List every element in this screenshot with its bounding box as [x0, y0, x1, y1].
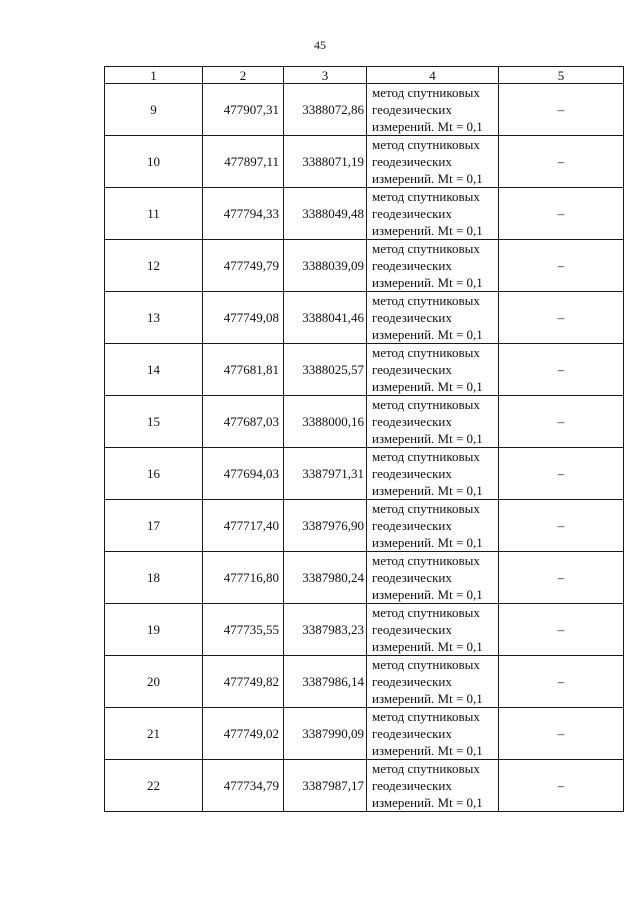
table-row	[105, 84, 624, 136]
method-line: метод спутниковых	[372, 137, 480, 152]
method-line: измерений. Mt = 0,1	[372, 691, 483, 706]
method-cell	[367, 760, 499, 812]
method-cell	[367, 84, 499, 136]
y-coordinate-cell: 3388072,86	[284, 84, 367, 136]
method-line: геодезических	[372, 778, 452, 793]
method-cell	[367, 656, 499, 708]
method-line: геодезических	[372, 466, 452, 481]
table-row	[105, 448, 624, 500]
table-row	[105, 188, 624, 240]
note-cell: –	[499, 656, 624, 708]
point-number-cell: 17	[105, 500, 203, 552]
point-number-cell: 18	[105, 552, 203, 604]
method-cell	[367, 500, 499, 552]
point-number-cell: 11	[105, 188, 203, 240]
x-coordinate-cell: 477735,55	[203, 604, 284, 656]
point-number-cell: 19	[105, 604, 203, 656]
method-line: геодезических	[372, 362, 452, 377]
method-line: измерений. Mt = 0,1	[372, 171, 483, 186]
method-line: метод спутниковых	[372, 397, 480, 412]
method-line: метод спутниковых	[372, 449, 480, 464]
y-coordinate-cell: 3387983,23	[284, 604, 367, 656]
y-coordinate-cell: 3388039,09	[284, 240, 367, 292]
method-line: измерений. Mt = 0,1	[372, 431, 483, 446]
table-row	[105, 292, 624, 344]
x-coordinate-cell: 477749,79	[203, 240, 284, 292]
x-coordinate-cell: 477694,03	[203, 448, 284, 500]
x-coordinate-cell: 477717,40	[203, 500, 284, 552]
method-line: измерений. Mt = 0,1	[372, 795, 483, 810]
table-row	[105, 708, 624, 760]
table-row	[105, 240, 624, 292]
point-number-cell: 15	[105, 396, 203, 448]
note-cell: –	[499, 708, 624, 760]
table-row	[105, 344, 624, 396]
method-cell	[367, 604, 499, 656]
y-coordinate-cell: 3388071,19	[284, 136, 367, 188]
note-cell: –	[499, 448, 624, 500]
point-number-cell: 16	[105, 448, 203, 500]
x-coordinate-cell: 477907,31	[203, 84, 284, 136]
y-coordinate-cell: 3387987,17	[284, 760, 367, 812]
method-cell	[367, 344, 499, 396]
y-coordinate-cell: 3387976,90	[284, 500, 367, 552]
method-line: измерений. Mt = 0,1	[372, 223, 483, 238]
method-cell	[367, 136, 499, 188]
method-line: метод спутниковых	[372, 553, 480, 568]
method-line: измерений. Mt = 0,1	[372, 483, 483, 498]
method-line: измерений. Mt = 0,1	[372, 535, 483, 550]
x-coordinate-cell: 477794,33	[203, 188, 284, 240]
method-line: измерений. Mt = 0,1	[372, 743, 483, 758]
method-line: измерений. Mt = 0,1	[372, 587, 483, 602]
x-coordinate-cell: 477897,11	[203, 136, 284, 188]
note-cell: –	[499, 500, 624, 552]
point-number-cell: 13	[105, 292, 203, 344]
method-cell	[367, 188, 499, 240]
method-line: геодезических	[372, 726, 452, 741]
method-line: метод спутниковых	[372, 85, 480, 100]
note-cell: –	[499, 188, 624, 240]
note-cell: –	[499, 552, 624, 604]
y-coordinate-cell: 3387980,24	[284, 552, 367, 604]
x-coordinate-cell: 477749,82	[203, 656, 284, 708]
method-line: метод спутниковых	[372, 345, 480, 360]
method-line: геодезических	[372, 570, 452, 585]
method-line: измерений. Mt = 0,1	[372, 379, 483, 394]
method-line: геодезических	[372, 414, 452, 429]
header-row	[105, 67, 624, 84]
method-line: метод спутниковых	[372, 657, 480, 672]
method-line: метод спутниковых	[372, 189, 480, 204]
x-coordinate-cell: 477687,03	[203, 396, 284, 448]
y-coordinate-cell: 3387971,31	[284, 448, 367, 500]
y-coordinate-cell: 3387986,14	[284, 656, 367, 708]
point-number-cell: 20	[105, 656, 203, 708]
note-cell: –	[499, 604, 624, 656]
method-line: метод спутниковых	[372, 501, 480, 516]
method-cell	[367, 240, 499, 292]
method-cell	[367, 552, 499, 604]
note-cell: –	[499, 240, 624, 292]
x-coordinate-cell: 477716,80	[203, 552, 284, 604]
table-row	[105, 500, 624, 552]
method-cell	[367, 292, 499, 344]
header-cell-2: 2	[203, 67, 284, 84]
method-cell	[367, 448, 499, 500]
header-cell-1: 1	[105, 67, 203, 84]
header-cell-5: 5	[499, 67, 624, 84]
method-line: метод спутниковых	[372, 709, 480, 724]
table-row	[105, 656, 624, 708]
page-number: 45	[314, 38, 326, 52]
y-coordinate-cell: 3387990,09	[284, 708, 367, 760]
method-line: измерений. Mt = 0,1	[372, 639, 483, 654]
method-line: геодезических	[372, 622, 452, 637]
coordinates-table	[104, 66, 624, 812]
table-body	[105, 67, 624, 812]
point-number-cell: 12	[105, 240, 203, 292]
method-line: геодезических	[372, 310, 452, 325]
x-coordinate-cell: 477734,79	[203, 760, 284, 812]
table-row	[105, 396, 624, 448]
table-row	[105, 552, 624, 604]
method-line: метод спутниковых	[372, 761, 480, 776]
method-line: измерений. Mt = 0,1	[372, 327, 483, 342]
x-coordinate-cell: 477681,81	[203, 344, 284, 396]
point-number-cell: 22	[105, 760, 203, 812]
table-row	[105, 604, 624, 656]
point-number-cell: 14	[105, 344, 203, 396]
y-coordinate-cell: 3388000,16	[284, 396, 367, 448]
note-cell: –	[499, 136, 624, 188]
method-line: геодезических	[372, 102, 452, 117]
method-cell	[367, 396, 499, 448]
y-coordinate-cell: 3388025,57	[284, 344, 367, 396]
table-row	[105, 760, 624, 812]
method-line: метод спутниковых	[372, 241, 480, 256]
x-coordinate-cell: 477749,08	[203, 292, 284, 344]
note-cell: –	[499, 292, 624, 344]
note-cell: –	[499, 84, 624, 136]
method-line: измерений. Mt = 0,1	[372, 119, 483, 134]
note-cell: –	[499, 344, 624, 396]
method-line: геодезических	[372, 258, 452, 273]
y-coordinate-cell: 3388041,46	[284, 292, 367, 344]
x-coordinate-cell: 477749,02	[203, 708, 284, 760]
method-line: метод спутниковых	[372, 293, 480, 308]
method-line: метод спутниковых	[372, 605, 480, 620]
method-line: измерений. Mt = 0,1	[372, 275, 483, 290]
point-number-cell: 10	[105, 136, 203, 188]
table-row	[105, 136, 624, 188]
method-line: геодезических	[372, 154, 452, 169]
method-line: геодезических	[372, 206, 452, 221]
point-number-cell: 21	[105, 708, 203, 760]
y-coordinate-cell: 3388049,48	[284, 188, 367, 240]
method-cell	[367, 708, 499, 760]
note-cell: –	[499, 396, 624, 448]
method-line: геодезических	[372, 674, 452, 689]
note-cell: –	[499, 760, 624, 812]
point-number-cell: 9	[105, 84, 203, 136]
header-cell-3: 3	[284, 67, 367, 84]
method-line: геодезических	[372, 518, 452, 533]
header-cell-4: 4	[367, 67, 499, 84]
